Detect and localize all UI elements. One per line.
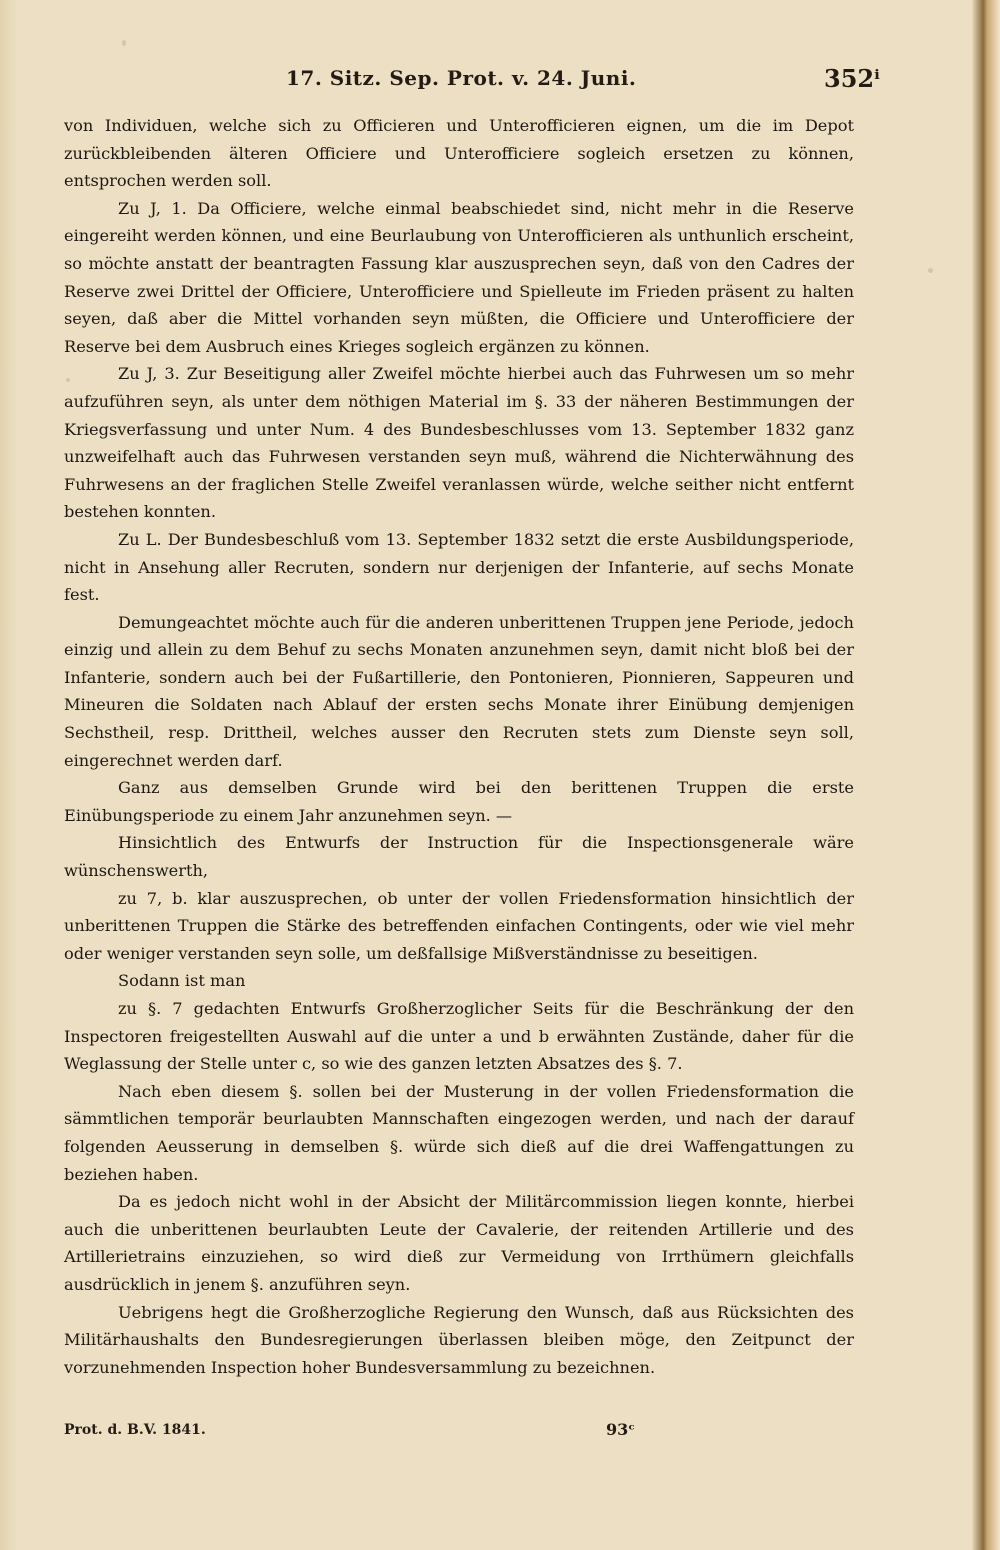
- paragraph: Demungeachtet möchte auch für die anderen unberittenen Truppen jene Periode, jedoch einzig und allein zu dem Behuf zu sechs Monaten anzunehmen seyn, damit nicht bloß bei der Infanterie, sondern auch bei der Fußartillerie, den Pontonieren, Pionnieren, Sappeuren und Mineuren die Soldaten nach Ablauf der ersten sechs Monate ihrer Einübung demjenigen Sechstheil, resp. Drittheil, welches ausser den Recruten stets zum Dienste seyn soll, eingerechnet werden darf.: [64, 612, 854, 770]
- page-edge: [972, 0, 1000, 1550]
- signature-line: Prot. d. B.V. 1841.: [64, 1422, 206, 1438]
- page-header: [0, 62, 972, 102]
- paper-speck: [122, 40, 126, 46]
- paragraph: Zu J, 1. Da Officiere, welche einmal beabschiedet sind, nicht mehr in die Reserve eingereiht werden können, und eine Beurlaubung von Unterofficieren als unthunlich erscheint, so möchte anstatt der beantragten Fassung klar auszusprechen seyn, daß von den Cadres der Reserve zwei Drittel der Officiere, Unterofficiere und Spielleute im Frieden präsent zu halten seyen, daß aber die Mittel vorhanden seyn müßten, die Officiere und Unterofficiere der Reserve bei dem Ausbruch eines Krieges sogleich ergänzen zu können.: [64, 198, 854, 356]
- page-gutter-shadow: [0, 0, 18, 1550]
- body-text: [64, 112, 854, 1381]
- paragraph: zu 7, b. klar auszusprechen, ob unter der vollen Friedensformation hinsichtlich der unberittenen Truppen die Stärke des betreffenden einfachen Contingents, oder wie viel mehr oder weniger verstanden seyn solle, um deßfallsige Mißverständnisse zu beseitigen.: [64, 888, 854, 963]
- paragraph: zu §. 7 gedachten Entwurfs Großherzoglicher Seits für die Beschränkung der den Inspectoren freigestellten Auswahl auf die unter a und b erwähnten Zustände, daher für die Weglassung der Stelle unter c, so wie des ganzen letzten Absatzes des §. 7.: [64, 999, 854, 1074]
- paragraph: Sodann ist man: [118, 971, 246, 991]
- paragraph: Zu J, 3. Zur Beseitigung aller Zweifel möchte hierbei auch das Fuhrwesen um so mehr aufzuführen seyn, als unter dem nöthigen Material im §. 33 der näheren Bestimmungen der Kriegsverfassung und unter Num. 4 des Bundesbeschlusses vom 13. September 1832 ganz unzweifelhaft auch das Fuhrwesen verstanden seyn muß, während die Nichterwähnung des Fuhrwesens an der fraglichen Stelle Zweifel veranlassen würde, welche seither nicht entfernt bestehen konnten.: [64, 364, 854, 522]
- page-number: 352ⁱ: [824, 64, 880, 93]
- paragraph: von Individuen, welche sich zu Officieren und Unterofficieren eignen, um die im Depot zurückbleibenden älteren Officiere und Unterofficiere sogleich ersetzen zu können, entsprochen werden soll.: [64, 116, 854, 191]
- paper-speck: [928, 268, 933, 273]
- running-title: 17. Sitz. Sep. Prot. v. 24. Juni.: [286, 66, 637, 90]
- paragraph: Zu L. Der Bundesbeschluß vom 13. September 1832 setzt die erste Ausbildungsperiode, nicht in Ansehung aller Recruten, sondern nur derjenigen der Infanterie, auf sechs Monate fest.: [64, 529, 854, 605]
- page-footer: [64, 1420, 854, 1450]
- paragraph: Uebrigens hegt die Großherzogliche Regierung den Wunsch, daß aus Rücksichten des Militärhaushalts den Bundesregierungen überlassen bleiben möge, den Zeitpunct der vorzunehmenden Inspection hoher Bundesversammlung zu bezeichnen.: [64, 1302, 854, 1377]
- quire-mark: 93ᶜ: [606, 1420, 636, 1439]
- paragraph: Da es jedoch nicht wohl in der Absicht der Militärcommission liegen konnte, hierbei auch die unberittenen beurlaubten Leute der Cavalerie, der reitenden Artillerie und des Artillerietrains einzuziehen, so wird dieß zur Vermeidung von Irrthümern gleichfalls ausdrücklich in jenem §. anzuführen seyn.: [64, 1192, 854, 1294]
- paragraph: Hinsichtlich des Entwurfs der Instruction für die Inspectionsgenerale wäre wünschenswerth,: [64, 833, 854, 881]
- paragraph: Nach eben diesem §. sollen bei der Musterung in der vollen Friedensformation die sämmtlichen temporär beurlaubten Mannschaften eingezogen werden, und nach der darauf folgenden Aeusserung in demselben §. würde sich dieß auf die drei Waffengattungen zu beziehen haben.: [64, 1081, 854, 1184]
- paragraph: Ganz aus demselben Grunde wird bei den berittenen Truppen die erste Einübungsperiode zu einem Jahr anzunehmen seyn. —: [64, 778, 854, 825]
